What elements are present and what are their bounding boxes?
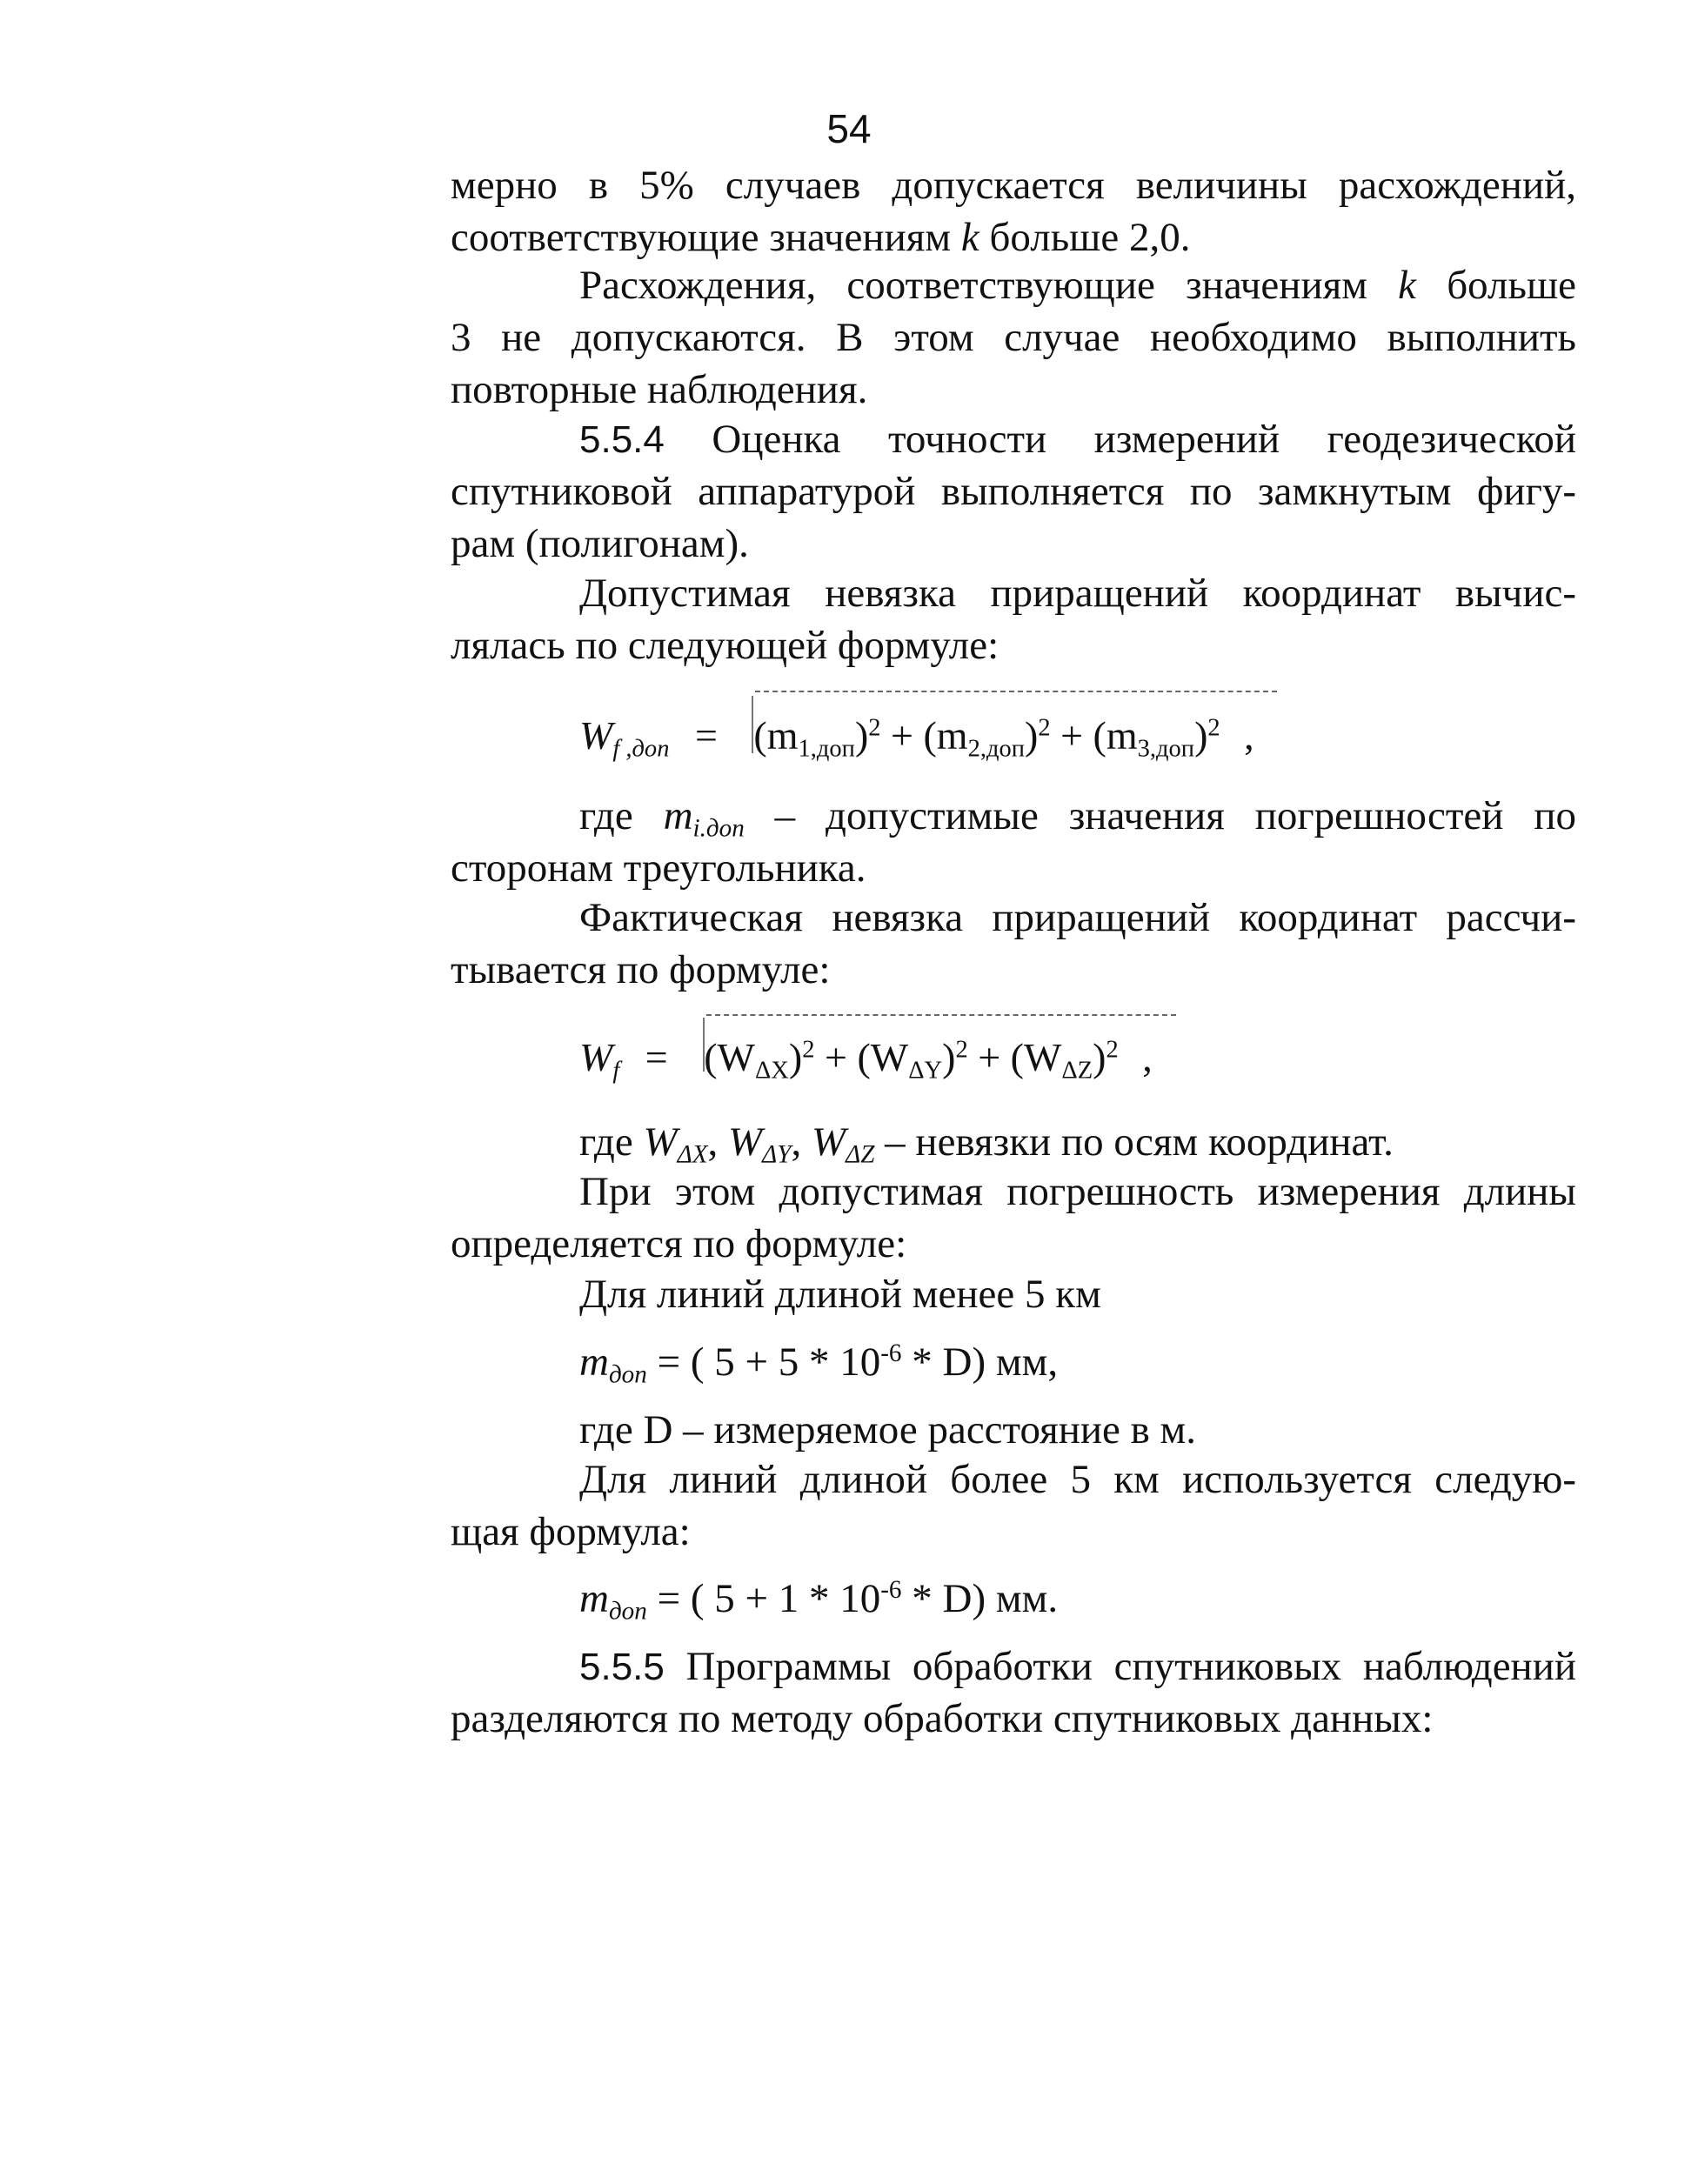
formula-term: + (m [1060,713,1138,758]
variable-k: k [960,215,979,260]
formula-var: W [579,713,613,758]
formula-power: 2 [1207,714,1220,742]
section-554-line1 [579,413,1576,466]
formula-power: 2 [955,1036,968,1064]
text-run: где [579,1119,644,1165]
where1-line2: сторонам треугольника. [451,845,866,891]
section-number: 5.5.5 [579,1646,665,1688]
long-lines-formula [579,1573,1058,1625]
formula-sub: f ,доп [612,735,670,763]
variable-m: m [663,793,693,838]
formula-power: -6 [880,1575,902,1604]
para1-line1: мерно в 5% случаев допускается величины расхождений, [451,163,1576,208]
para1-line2 [451,211,1190,264]
short-lines-formula [579,1336,1058,1388]
section-number: 5.5.4 [579,418,665,461]
formula-sub: доп [608,1597,647,1626]
formula-actual-misclosure [579,1032,1153,1084]
para2-line1 [579,259,1576,311]
text-run: * D) мм, [901,1339,1059,1385]
text-run: больше [1416,263,1576,308]
formula-sub: ΔY [762,1140,792,1169]
formula-paren: ) [942,1035,956,1079]
para-allowable-line2: лялась по следующей формуле: [451,623,999,668]
text-run: Программы обработки спутниковых наблюдений [685,1644,1577,1689]
formula-term: + (W [978,1035,1062,1079]
text-run: где [579,793,664,838]
formula-sub: ΔZ [1061,1057,1093,1085]
formula-paren: ) [854,713,869,758]
variable-m: m [579,1339,609,1385]
short-lines-label: Для линий длиной менее 5 км [579,1272,1101,1317]
long-lines-line2: щая формула: [451,1509,691,1554]
formula-comma: , [1142,1035,1153,1079]
text-run: соответствующие значениям [451,215,961,260]
text-run: – невязки по осям координат. [874,1119,1394,1165]
formula-term: (m [753,713,799,758]
section-555-line2: разделяются по методу обработки спутниковых данных: [451,1696,1434,1741]
short-lines-where: где D – измеряемое расстояние в м. [579,1407,1197,1453]
section-554-line2: спутниковой аппаратурой выполняется по замкнутым фигу- [451,469,1576,514]
text-comma: , [791,1119,802,1165]
text-run: * D) мм. [901,1576,1059,1621]
formula-paren: ) [1025,713,1039,758]
text-run: – допустимые значения погрешностей по [744,793,1576,838]
section-554-line3: рам (полигонам). [451,521,749,566]
formula-power: 2 [1106,1036,1119,1064]
variable-m: m [579,1576,609,1621]
long-lines-line1: Для линий длиной более 5 км используется следую- [579,1457,1576,1502]
formula-sub: ΔZ [846,1140,875,1169]
para-length-line1: При этом допустимая погрешность измерения длины [579,1169,1576,1214]
text-comma: , [707,1119,719,1165]
formula-var: W [579,1035,613,1079]
section-555-line1 [579,1640,1576,1693]
formula-power: -6 [880,1339,902,1367]
formula-sub: 3,доп [1137,735,1195,763]
para-allowable-line1: Допустимая невязка приращений координат вычис- [579,571,1576,616]
text-run: больше 2,0. [979,215,1191,260]
formula-sub: i.доп [692,814,745,843]
formula-term: + (W [825,1035,909,1079]
formula-paren: ) [1093,1035,1106,1079]
variable-k: k [1398,263,1417,308]
para-length-line2: определяется по формуле: [451,1221,907,1266]
formula-allowable-misclosure [579,710,1254,762]
text-run: Оценка точности измерений геодезической [712,417,1576,462]
page-number: 54 [826,106,872,151]
formula-sub: ΔX [754,1057,789,1085]
formula-paren: ) [1194,713,1208,758]
formula-sub: 2,доп [967,735,1025,763]
radical-bar [755,691,1277,692]
formula-sub: ΔY [908,1057,943,1085]
para2-line2: 3 не допускаются. В этом случае необходимо выполнить [451,315,1576,360]
formula-sub: доп [608,1360,647,1389]
where2-line [579,1116,1394,1168]
formula-sub: ΔX [677,1140,708,1169]
formula-sub: f [612,1057,620,1085]
formula-term: (W [704,1035,755,1079]
text-run: = ( 5 + 1 * 10 [646,1576,881,1621]
formula-power: 2 [802,1036,815,1064]
formula-power: 2 [868,714,881,742]
formula-comma: , [1244,713,1254,758]
formula-paren: ) [788,1035,803,1079]
formula-eq: = [694,713,718,758]
variable-w: W [643,1119,678,1165]
radical-bar [706,1014,1176,1016]
variable-w: W [811,1119,846,1165]
formula-power: 2 [1038,714,1051,742]
formula-sub: 1,доп [798,735,855,763]
variable-w: W [728,1119,763,1165]
formula-term: + (m [891,713,968,758]
para-actual-line1: Фактическая невязка приращений координат рассчи- [579,895,1576,940]
para2-line3: повторные наблюдения. [451,367,868,412]
para-actual-line2: тывается по формуле: [451,947,831,992]
where1-line1 [579,790,1576,842]
text-run: Расхождения, соответствующие значениям [579,263,1399,308]
formula-eq: = [645,1035,668,1079]
text-run: = ( 5 + 5 * 10 [646,1339,881,1385]
